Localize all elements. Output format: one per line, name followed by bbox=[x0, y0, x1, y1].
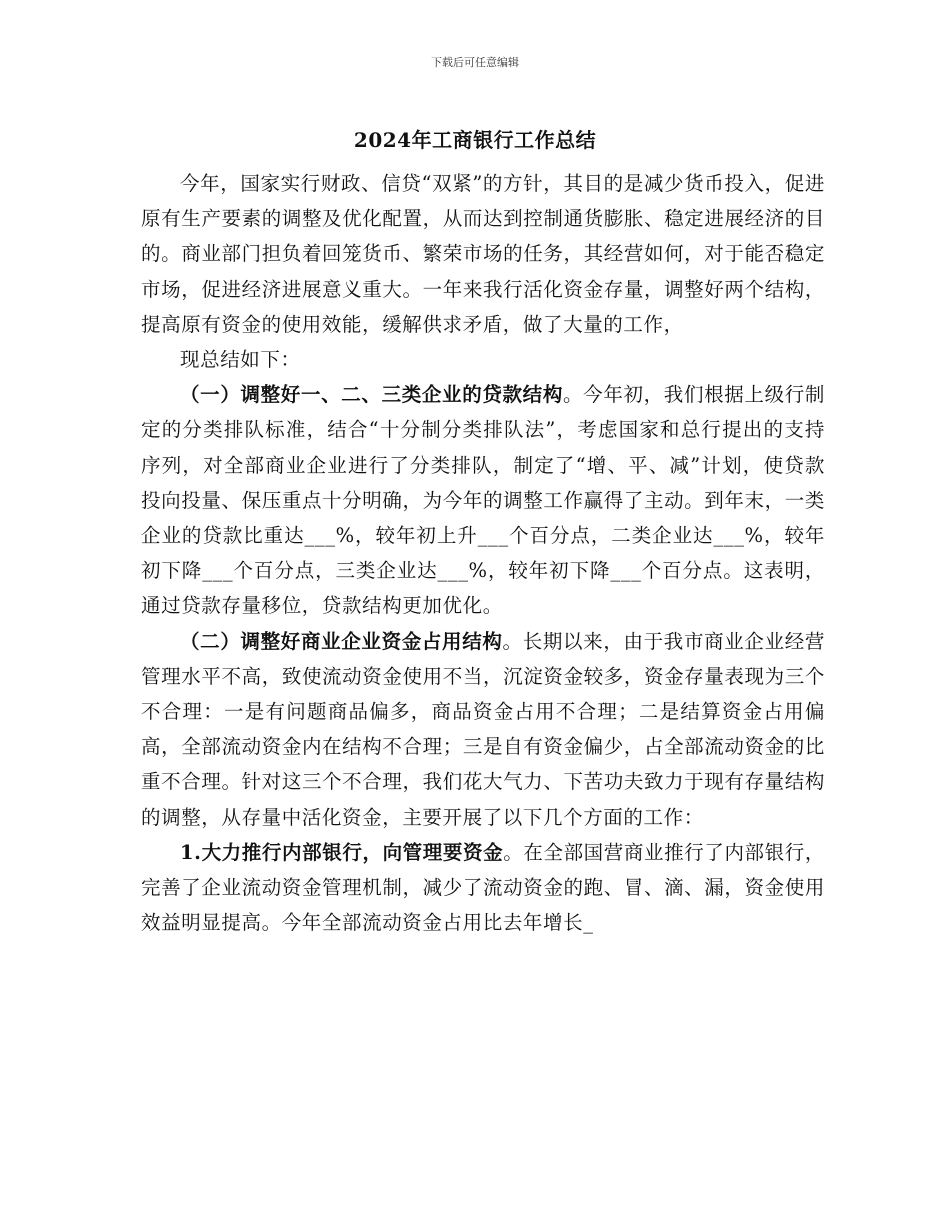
paragraph-item-1 bbox=[141, 835, 825, 941]
document-title: 2024年工商银行工作总结 bbox=[353, 128, 597, 152]
section-1-heading: （一）调整好一、二、三类企业的贷款结构 bbox=[180, 383, 563, 407]
paragraph-summary-lead-text: 现总结如下： bbox=[180, 348, 301, 372]
item-1-heading: 1.大力推行内部银行，向管理要资金 bbox=[180, 840, 504, 864]
document-body bbox=[141, 166, 825, 940]
paragraph-intro-text: 今年，国家实行财政、信贷“双紧”的方针，其目的是减少货币投入，促进原有生产要素的调整及优化配置，从而达到控制通货膨胀、稳定进展经济的目的。商业部门担负着回笼货币、繁荣市场的任务，其经营如何，对于能否稳定市场，促进经济进展意义重大。一年来我行活化资金存量，调整好两个结构，提高原有资金的使用效能，缓解供求矛盾，做了大量的工作， bbox=[141, 172, 825, 336]
header-note: 下载后可任意编辑 bbox=[431, 56, 519, 69]
section-2-heading: （二）调整好商业企业资金占用结构 bbox=[180, 629, 503, 653]
section-2-body: 。长期以来，由于我市商业企业经营管理水平不高，致使流动资金使用不当，沉淀资金较多，资金存量表现为三个不合理：一是有问题商品偏多，商品资金占用不合理；二是结算资金占用偏高，全部流动资金内在结构不合理；三是自有资金偏少，占全部流动资金的比重不合理。针对这三个不合理，我们花大气力、下苦功夫致力于现有存量结构的调整，从存量中活化资金，主要开展了以下几个方面的工作： bbox=[141, 629, 825, 829]
paragraph-intro bbox=[141, 166, 825, 342]
paragraph-summary-lead bbox=[141, 342, 825, 377]
section-1-body: 。今年初，我们根据上级行制定的分类排队标准，结合“十分制分类排队法”，考虑国家和总行提出的支持序列，对全部商业企业进行了分类排队，制定了“增、平、减”计划，使贷款投向投量、保压重点十分明确，为今年的调整工作赢得了主动。到年末，一类企业的贷款比重达___%，较年初上升___个百分点，二类企业达___%，较年初下降___个百分点，三类企业达___%，较年初下降___个百分点。这表明，通过贷款存量移位，贷款结构更加优化。 bbox=[141, 383, 825, 618]
item-1-body: 。在全部国营商业推行了内部银行，完善了企业流动资金管理机制，减少了流动资金的跑、冒、滴、漏，资金使用效益明显提高。今年全部流动资金占用比去年增长_ bbox=[141, 840, 825, 935]
paragraph-section-2 bbox=[141, 624, 825, 835]
paragraph-section-1 bbox=[141, 377, 825, 623]
